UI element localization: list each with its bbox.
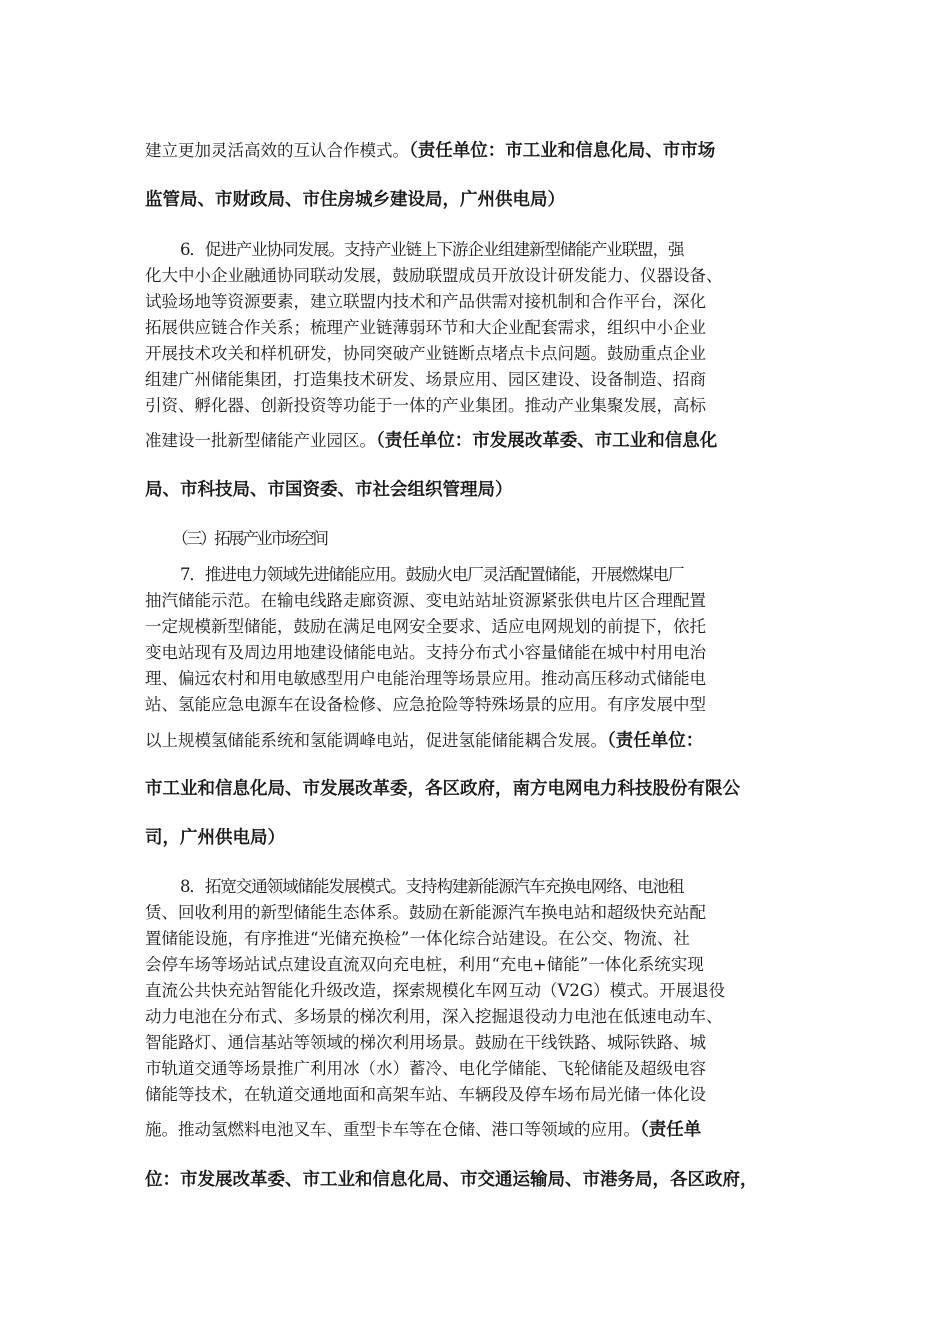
paragraph-line (145, 1122, 810, 1140)
paragraph-line: 8．拓宽交通领域储能发展模式。支持构建新能源汽车充换电网络、电池租 (180, 877, 684, 896)
paragraph-line: 赁、回收利用的新型储能生态体系。鼓励在新能源汽车换电站和超级快充站配 (145, 903, 706, 922)
responsibility-text: （责任单位：市工业和信息化局、市市场 (409, 141, 716, 161)
paragraph-line: 会停车场等场站试点建设直流双向充电桩，利用“充电+储能”一体化系统实现 (145, 955, 704, 974)
paragraph-line: 一定规模新型储能，鼓励在满足电网安全要求、适应电网规划的前提下，依托 (145, 617, 706, 636)
paragraph-line (145, 433, 810, 451)
paragraph-line (145, 733, 810, 751)
paragraph-line: 站、氢能应急电源车在设备检修、应急抢险等特殊场景的应用。有序发展中型 (145, 695, 706, 714)
paragraph-line: 拓展供应链合作关系；梳理产业链薄弱环节和大企业配套需求，组织中小企业 (145, 318, 706, 337)
paragraph-line: 变电站现有及周边用地建设储能电站。支持分布式小容量储能在城中村用电治 (145, 643, 706, 662)
responsibility-line: 市工业和信息化局、市发展改革委，各区政府，南方电网电力科技股份有限公 (145, 779, 740, 799)
paragraph-line: 置储能设施，有序推进“光储充换检”一体化综合站建设。在公交、物流、社 (145, 929, 690, 948)
responsibility-text: （责任单位：市发展改革委、市工业和信息化 (376, 431, 718, 451)
paragraph-line: 智能路灯、通信基站等领域的梯次利用场景。鼓励在干线铁路、城际铁路、城 (145, 1033, 706, 1052)
paragraph-line: 储能等技术，在轨道交通地面和高架车站、车辆段及停车场布局光储一体化设 (145, 1085, 706, 1104)
paragraph-line: 市轨道交通等场景推广利用冰（水）蓄冷、电化学储能、飞轮储能及超级电容 (145, 1059, 706, 1078)
body-text: 施。推动氢燃料电池叉车、重型卡车等在仓储、港口等领域的应用。 (145, 1120, 640, 1139)
paragraph-line: 组建广州储能集团，打造集技术研发、场景应用、园区建设、设备制造、招商 (145, 370, 706, 389)
paragraph-line (145, 143, 810, 161)
responsibility-line: 司，广州供电局） (145, 828, 285, 848)
section-heading: （三）拓展产业市场空间 (172, 529, 327, 548)
paragraph-line: 理、偏远农村和用电敏感型用户电能治理等场景应用。推动高压移动式储能电 (145, 669, 706, 688)
paragraph-line: 抽汽储能示范。在输电线路走廊资源、变电站站址资源紧张供电片区合理配置 (145, 591, 706, 610)
body-text: 建立更加灵活高效的互认合作模式。 (145, 141, 409, 160)
paragraph-line: 直流公共快充站智能化升级改造，探索规模化车网互动（V2G）模式。开展退役 (145, 981, 726, 1000)
body-text: 以上规模氢储能系统和氢能调峰电站，促进氢能储能耦合发展。 (145, 731, 607, 750)
responsibility-text: （责任单位： (607, 731, 704, 751)
paragraph-line: 6．促进产业协同发展。支持产业链上下游企业组建新型储能产业联盟，强 (180, 240, 684, 259)
responsibility-line: 监管局、市财政局、市住房城乡建设局，广州供电局） (145, 190, 565, 210)
responsibility-text: （责任单 (640, 1120, 702, 1140)
paragraph-line: 7．推进电力领域先进储能应用。鼓励火电厂灵活配置储能，开展燃煤电厂 (180, 565, 684, 584)
paragraph-line: 试验场地等资源要素，建立联盟内技术和产品供需对接机制和合作平台，深化 (145, 292, 706, 311)
paragraph-line: 化大中小企业融通协同联动发展，鼓励联盟成员开放设计研发能力、仪器设备、 (145, 266, 723, 285)
body-text: 准建设一批新型储能产业园区。 (145, 431, 376, 450)
paragraph-line: 引资、孵化器、创新投资等功能于一体的产业集团。推动产业集聚发展，高标 (145, 396, 706, 415)
responsibility-line: 局、市科技局、市国资委、市社会组织管理局） (145, 480, 513, 500)
responsibility-line: 位：市发展改革委、市工业和信息化局、市交通运输局、市港务局，各区政府， (145, 1170, 758, 1190)
paragraph-line: 动力电池在分布式、多场景的梯次利用，深入挖掘退役动力电池在低速电动车、 (145, 1007, 723, 1026)
paragraph-line: 开展技术攻关和样机研发，协同突破产业链断点堵点卡点问题。鼓励重点企业 (145, 344, 706, 363)
